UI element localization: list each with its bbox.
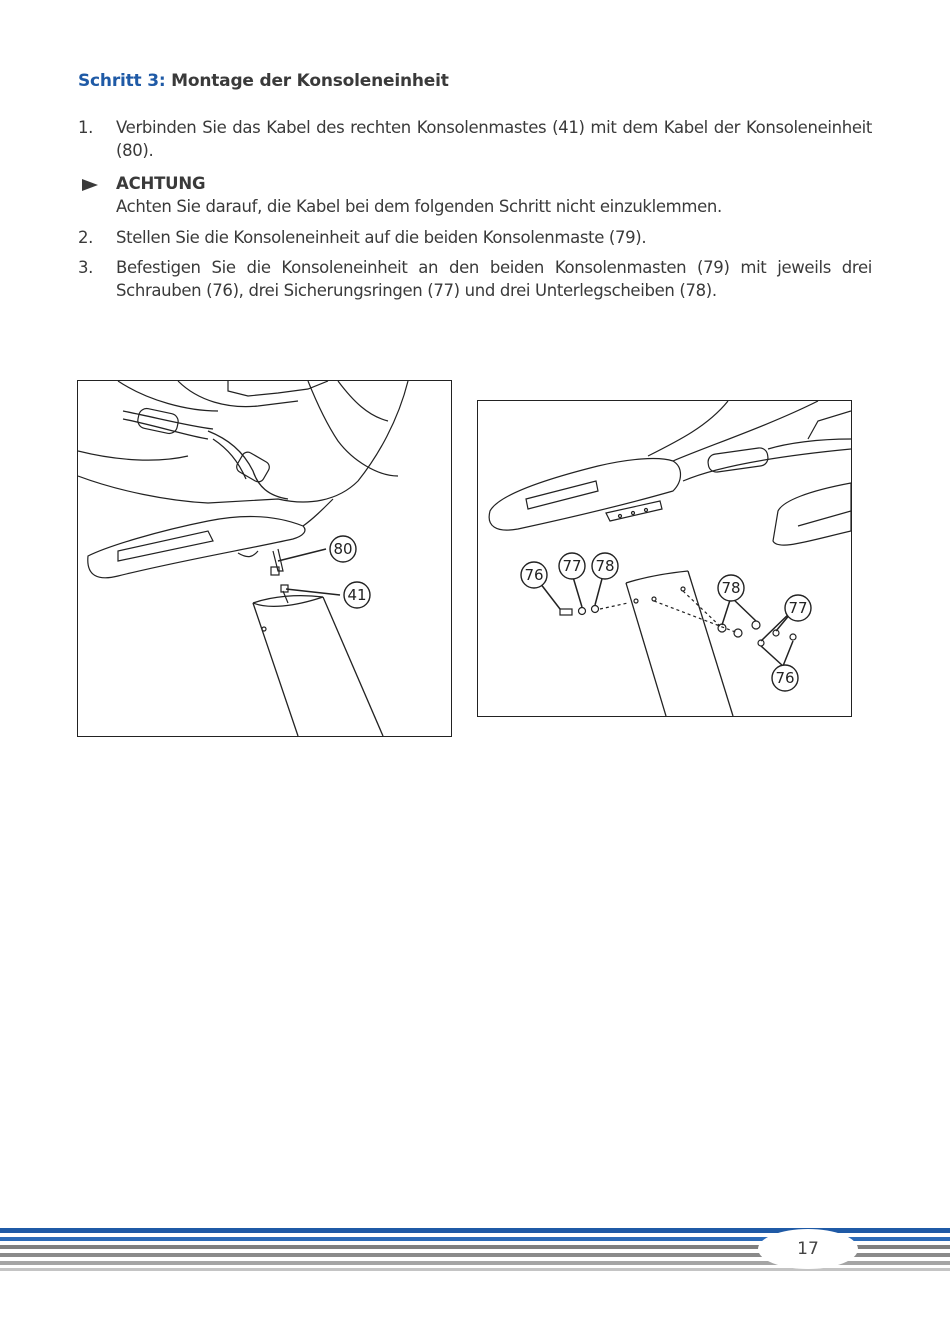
- step-text: Stellen Sie die Konsoleneinheit auf die beiden Konsolenmaste (79).: [116, 228, 647, 247]
- step-text-continued: (80).: [116, 141, 154, 160]
- page-number: 17: [758, 1229, 858, 1269]
- step-number: 2.: [78, 228, 94, 247]
- callout-label: 78: [595, 557, 615, 575]
- step-text: Verbinden Sie das Kabel des rechten Konsolenmastes (41) mit dem Kabel der Konsoleneinheit: [116, 118, 872, 137]
- instruction-step-1: [78, 116, 872, 162]
- callout-76-left: [521, 562, 547, 588]
- console-cable-illustration: [78, 381, 451, 736]
- callout-label: 78: [721, 579, 741, 597]
- callout-76-right: [772, 665, 798, 691]
- step-number: 3.: [78, 258, 94, 277]
- callout-label: 80: [333, 540, 353, 558]
- warning-text: Achten Sie darauf, die Kabel bei dem folgenden Schritt nicht einzuklemmen.: [116, 197, 722, 216]
- console-mounting-illustration: [478, 401, 851, 716]
- callout-78-right: [718, 575, 744, 601]
- step-text-continued: Schrauben (76), drei Sicherungsringen (77) und drei Unterlegscheiben (78).: [116, 281, 717, 300]
- assembly-figure-1: [77, 380, 452, 737]
- callout-78-left: [592, 553, 618, 579]
- callout-80: [330, 536, 356, 562]
- step-title: Montage der Konsoleneinheit: [171, 71, 449, 91]
- callout-label: 77: [562, 557, 582, 575]
- callout-label: 41: [347, 586, 367, 604]
- callout-label: 77: [788, 599, 808, 617]
- callout-label: 76: [524, 566, 544, 584]
- callout-label: 76: [775, 669, 795, 687]
- instruction-step-3: [78, 256, 872, 302]
- callout-41: [344, 582, 370, 608]
- callout-77-right: [785, 595, 811, 621]
- warning-arrow-icon: [82, 179, 98, 191]
- section-heading: [78, 71, 449, 91]
- callout-77-left: [559, 553, 585, 579]
- step-text: Befestigen Sie die Konsoleneinheit an den beiden Konsolenmasten (79) mit jeweils drei: [116, 258, 872, 277]
- step-label: Schritt 3:: [78, 71, 166, 91]
- step-number: 1.: [78, 118, 94, 137]
- assembly-figure-2: [477, 400, 852, 717]
- warning-title: ACHTUNG: [116, 174, 206, 193]
- instruction-step-2: [78, 226, 872, 249]
